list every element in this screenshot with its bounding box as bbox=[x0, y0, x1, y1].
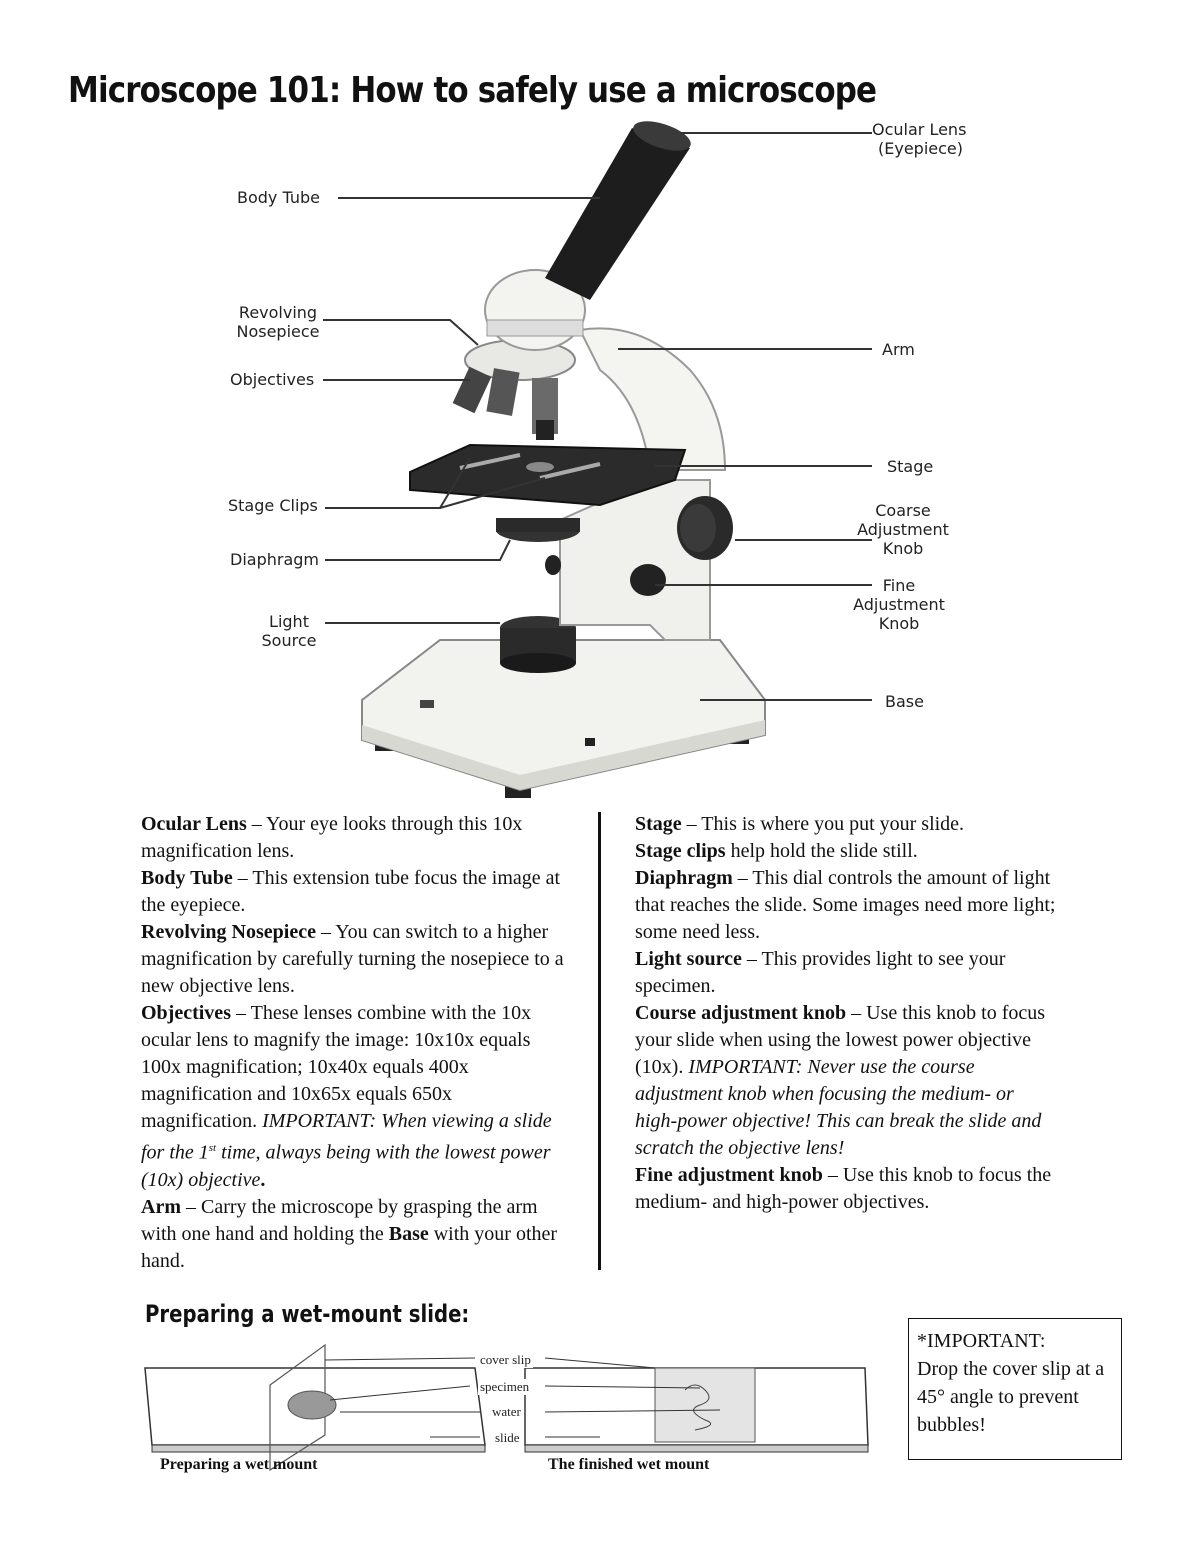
wet-label-water: water bbox=[492, 1404, 521, 1419]
page-title: Microscope 101: How to safely use a microscope bbox=[68, 70, 877, 111]
wet-mount-heading: Preparing a wet-mount slide: bbox=[145, 1300, 470, 1328]
fine-adjustment-entry: Fine adjustment knob – Use this knob to focus the medium- and high-power objectives. bbox=[635, 1164, 1052, 1213]
stage-entry: Stage – This is where you put your slide. bbox=[635, 813, 965, 835]
light-source-entry: Light source – This provides light to see your specimen. bbox=[635, 948, 1006, 997]
coarse-adjustment-entry: Course adjustment knob – Use this knob to focus your slide when using the lowest power objective (10x). IMPORTANT: Never use the course adjustment knob when focusing the medium- or high-power objective! This can break the slide and scratch the objective lens! bbox=[635, 1002, 1046, 1159]
objectives-entry: Objectives – These lenses combine with the 10x ocular lens to magnify the image: 10x10x equals 100x magnification; 10x40x equals 400x magnification and 10x65x equals 650x magnification. IMPORTANT: When viewing a slide for the 1st time, always being with the lowest power (10x) objective. bbox=[141, 1002, 552, 1191]
arm-entry: Arm – Carry the microscope by grasping the arm with one hand and holding the Base with your other hand. bbox=[141, 1195, 558, 1272]
label-base: Base bbox=[885, 692, 924, 711]
label-light-source: Light Source bbox=[261, 612, 317, 650]
important-note-box: *IMPORTANT: Drop the cover slip at a 45° angle to prevent bubbles! bbox=[908, 1318, 1122, 1460]
caption-preparing-wet-mount: Preparing a wet mount bbox=[160, 1456, 318, 1473]
label-diaphragm: Diaphragm bbox=[230, 550, 319, 569]
wet-label-slide: slide bbox=[495, 1430, 520, 1445]
label-body-tube: Body Tube bbox=[237, 188, 320, 207]
label-ocular-lens: Ocular Lens (Eyepiece) bbox=[872, 120, 967, 158]
column-divider bbox=[598, 812, 601, 1270]
label-coarse-adjustment-knob: Coarse Adjustment Knob bbox=[857, 501, 949, 558]
revolving-nosepiece-entry: Revolving Nosepiece – You can switch to a higher magnification by carefully turning the nosepiece to a new objective lens. bbox=[141, 921, 564, 997]
body-tube-entry: Body Tube – This extension tube focus the image at the eyepiece. bbox=[141, 867, 561, 916]
label-stage: Stage bbox=[887, 457, 934, 476]
label-arm: Arm bbox=[882, 340, 915, 359]
ocular-lens-entry: Ocular Lens – Your eye looks through this 10x magnification lens. bbox=[141, 813, 523, 862]
label-objectives: Objectives bbox=[230, 370, 315, 389]
right-description-column bbox=[635, 811, 1060, 1216]
diaphragm-entry: Diaphragm – This dial controls the amount of light that reaches the slide. Some images need more light; some need less. bbox=[635, 867, 1056, 943]
microscope-diagram bbox=[0, 110, 1200, 810]
caption-finished-wet-mount: The finished wet mount bbox=[548, 1456, 710, 1473]
label-stage-clips: Stage Clips bbox=[228, 496, 318, 515]
wet-label-cover-slip: cover slip bbox=[480, 1352, 531, 1367]
stage-clips-entry: Stage clips help hold the slide still. bbox=[635, 840, 918, 862]
label-fine-adjustment-knob: Fine Adjustment Knob bbox=[853, 576, 945, 633]
left-description-column bbox=[141, 811, 571, 1275]
label-revolving-nosepiece: Revolving Nosepiece bbox=[236, 303, 320, 341]
wet-label-specimen: specimen bbox=[480, 1379, 530, 1394]
